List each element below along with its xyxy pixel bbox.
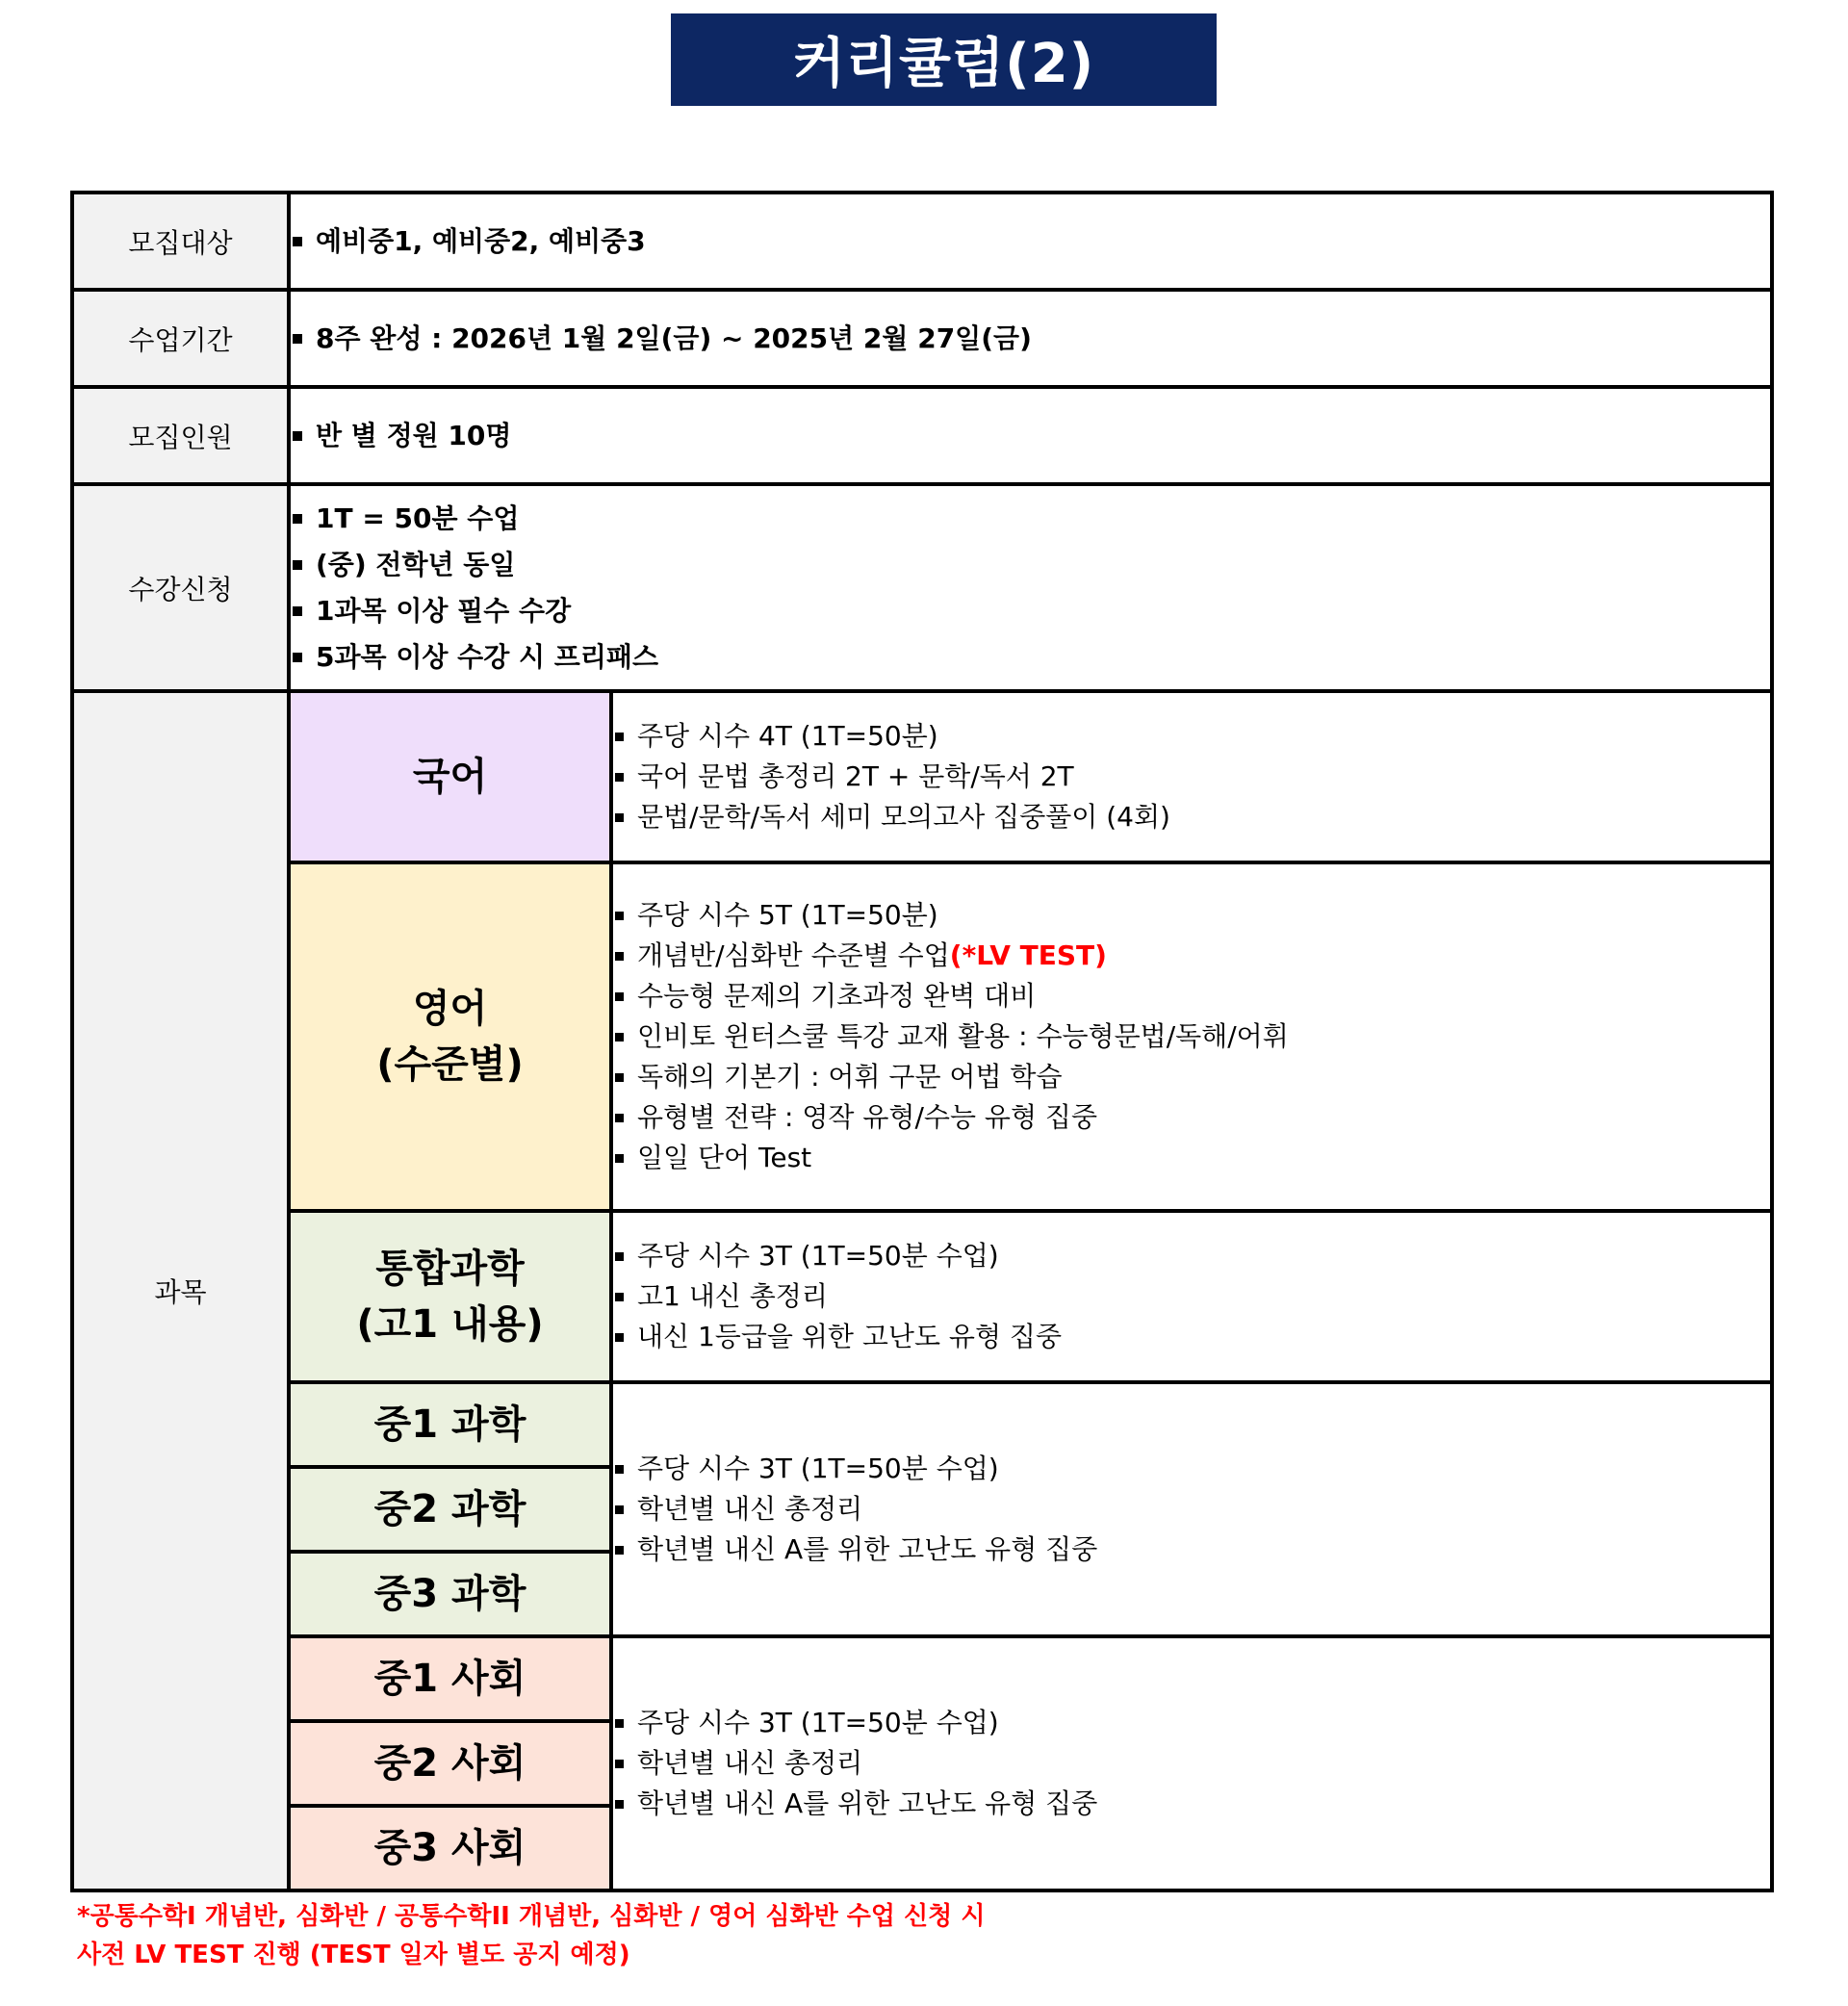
english-item: 독해의 기본기 : 어휘 구문 어법 학습	[637, 1061, 1063, 1093]
page-title: 커리큘럼(2)	[671, 13, 1217, 106]
subject-middle-social-1: 중1 사회	[289, 1636, 611, 1721]
period-text: 8주 완성 : 2026년 1월 2일(금) ~ 2025년 2월 27일(금)	[316, 321, 1032, 354]
bullet-icon	[615, 1154, 624, 1163]
integrated-science-name-line2: (고1 내용)	[356, 1302, 544, 1347]
bullet-icon	[293, 514, 302, 524]
bullet-icon	[615, 992, 624, 1001]
middle-social-item: 학년별 내신 총정리	[637, 1747, 863, 1779]
label-capacity: 모집인원	[72, 387, 289, 484]
bullet-icon	[615, 1033, 624, 1042]
bullet-icon	[615, 1800, 624, 1809]
bullet-icon	[293, 560, 302, 570]
bullet-icon	[615, 733, 624, 741]
desc-middle-science	[611, 1382, 1772, 1636]
korean-item: 국어 문법 총정리 2T + 문학/독서 2T	[637, 760, 1074, 792]
integrated-science-item: 고1 내신 총정리	[637, 1280, 828, 1312]
label-registration: 수강신청	[72, 484, 289, 691]
subject-english	[289, 862, 611, 1211]
footnote-line2: 사전 LV TEST 진행 (TEST 일자 별도 공지 예정)	[77, 1941, 630, 1969]
english-name-line1: 영어	[412, 987, 488, 1031]
middle-science-item: 학년별 내신 총정리	[637, 1493, 863, 1525]
desc-middle-social	[611, 1636, 1772, 1890]
bullet-icon	[615, 773, 624, 782]
curriculum-table	[70, 191, 1774, 1892]
footnote	[77, 1897, 985, 1974]
integrated-science-item: 주당 시수 3T (1T=50분 수업)	[637, 1240, 999, 1272]
english-item: 인비토 윈터스쿨 특강 교재 활용 : 수능형문법/독해/어휘	[637, 1020, 1289, 1052]
label-target: 모집대상	[72, 193, 289, 290]
row-middle-social-1	[72, 1636, 1772, 1721]
lv-test-highlight: (*LV TEST)	[949, 939, 1107, 971]
middle-science-item: 학년별 내신 A를 위한 고난도 유형 집중	[637, 1533, 1098, 1565]
bullet-icon	[293, 237, 302, 246]
bullet-icon	[615, 1252, 624, 1261]
row-integrated-science	[72, 1211, 1772, 1382]
korean-item: 문법/문학/독서 세미 모의고사 집중풀이 (4회)	[637, 801, 1170, 833]
bullet-icon	[615, 1546, 624, 1555]
value-target	[289, 193, 1772, 290]
english-item: 유형별 전략 : 영작 유형/수능 유형 집중	[637, 1101, 1097, 1133]
bullet-icon	[615, 1719, 624, 1728]
bullet-icon	[615, 1073, 624, 1082]
integrated-science-name-line1: 통합과학	[375, 1247, 525, 1291]
label-period: 수업기간	[72, 290, 289, 387]
english-item: 수능형 문제의 기초과정 완벽 대비	[637, 980, 1037, 1012]
desc-integrated-science	[611, 1211, 1772, 1382]
row-english	[72, 862, 1772, 1211]
subject-middle-science-1: 중1 과학	[289, 1382, 611, 1467]
bullet-icon	[615, 912, 624, 920]
footnote-line1: *공통수학I 개념반, 심화반 / 공통수학II 개념반, 심화반 / 영어 심화반 수업 신청 시	[77, 1902, 986, 1931]
bullet-icon	[615, 952, 624, 961]
subject-middle-social-2: 중2 사회	[289, 1721, 611, 1806]
bullet-icon	[615, 1465, 624, 1474]
middle-science-item: 주당 시수 3T (1T=50분 수업)	[637, 1453, 999, 1484]
bullet-icon	[615, 1114, 624, 1122]
row-period	[72, 290, 1772, 387]
subject-middle-science-2: 중2 과학	[289, 1467, 611, 1552]
row-korean	[72, 691, 1772, 862]
english-item: 주당 시수 5T (1T=50분)	[637, 899, 938, 931]
bullet-icon	[615, 1505, 624, 1514]
target-text: 예비중1, 예비중2, 예비중3	[316, 224, 646, 257]
registration-item: 1T = 50분 수업	[316, 502, 520, 534]
bullet-icon	[293, 431, 302, 441]
value-registration	[289, 484, 1772, 691]
korean-item: 주당 시수 4T (1T=50분)	[637, 720, 938, 752]
english-item: 개념반/심화반 수준별 수업	[637, 939, 950, 971]
english-item: 일일 단어 Test	[637, 1142, 812, 1173]
middle-social-item: 학년별 내신 A를 위한 고난도 유형 집중	[637, 1787, 1098, 1819]
middle-social-item: 주당 시수 3T (1T=50분 수업)	[637, 1707, 999, 1738]
bullet-icon	[293, 606, 302, 616]
subject-integrated-science	[289, 1211, 611, 1382]
bullet-icon	[615, 1333, 624, 1342]
english-name-line2: (수준별)	[376, 1042, 524, 1087]
bullet-icon	[293, 653, 302, 662]
bullet-icon	[615, 1293, 624, 1301]
desc-english	[611, 862, 1772, 1211]
bullet-icon	[615, 1760, 624, 1768]
registration-item: 5과목 이상 수강 시 프리패스	[316, 640, 659, 673]
value-period	[289, 290, 1772, 387]
desc-korean	[611, 691, 1772, 862]
registration-item: 1과목 이상 필수 수강	[316, 594, 572, 627]
subject-korean: 국어	[289, 691, 611, 862]
bullet-icon	[615, 813, 624, 822]
integrated-science-item: 내신 1등급을 위한 고난도 유형 집중	[637, 1321, 1062, 1352]
registration-item: (중) 전학년 동일	[316, 548, 516, 580]
subject-middle-social-3: 중3 사회	[289, 1806, 611, 1890]
capacity-text: 반 별 정원 10명	[316, 419, 512, 451]
row-registration	[72, 484, 1772, 691]
subject-middle-science-3: 중3 과학	[289, 1552, 611, 1636]
row-capacity	[72, 387, 1772, 484]
row-middle-science-1	[72, 1382, 1772, 1467]
label-subjects: 과목	[72, 691, 289, 1890]
bullet-icon	[293, 334, 302, 344]
row-target	[72, 193, 1772, 290]
value-capacity	[289, 387, 1772, 484]
